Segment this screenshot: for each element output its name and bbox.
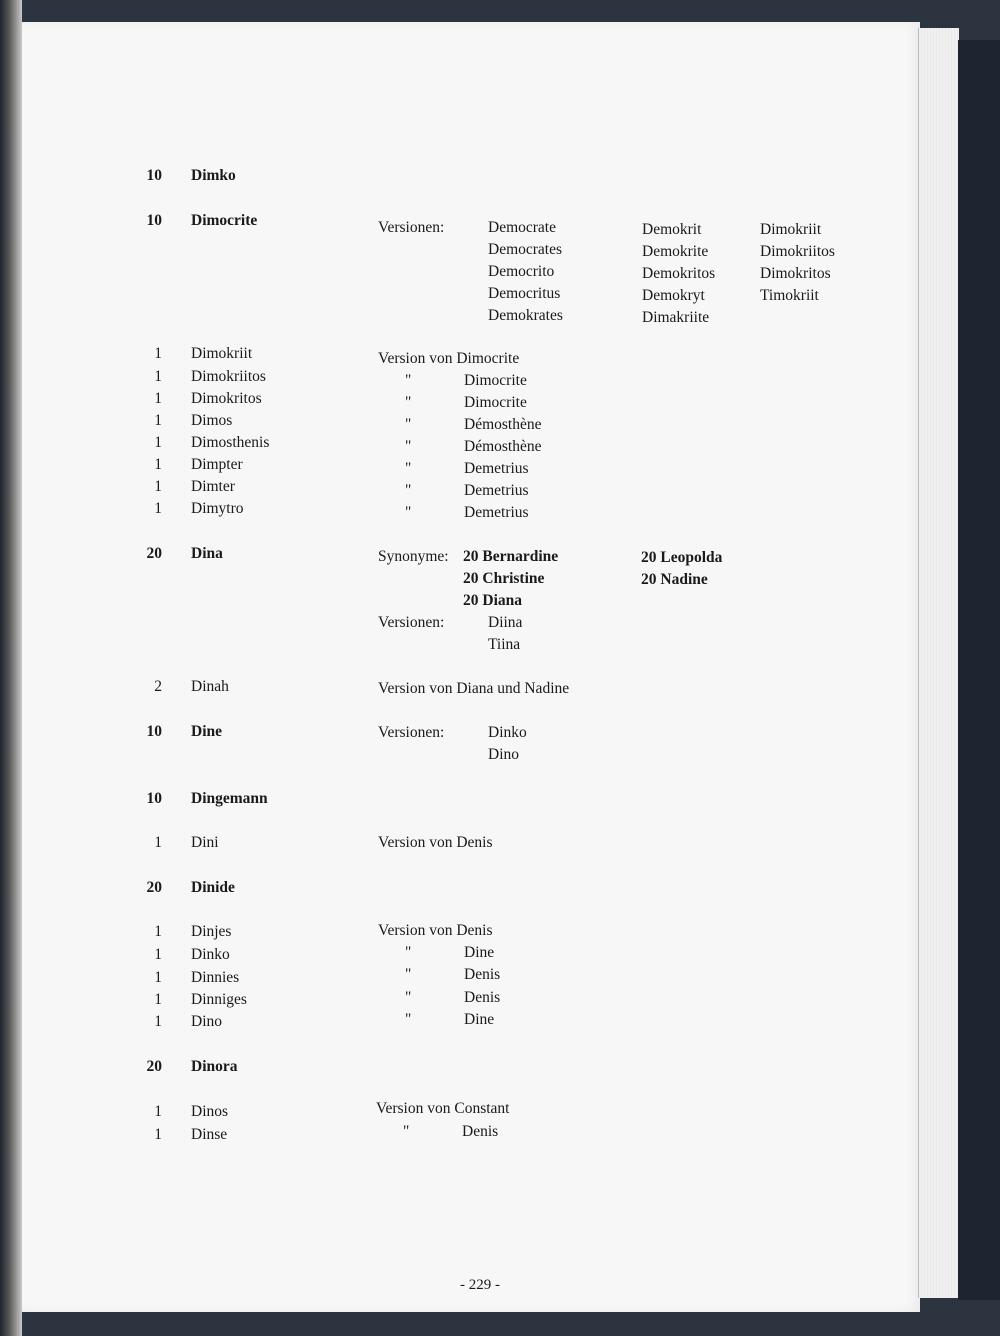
ditto-mark: " xyxy=(405,1011,412,1028)
variant-name: Dinko xyxy=(488,724,527,741)
entry-name: Dinide xyxy=(191,879,235,896)
entry-name: Dinnies xyxy=(191,969,240,986)
entry-label: Versionen: xyxy=(378,614,445,631)
entry-name: Dimosthenis xyxy=(191,434,270,451)
entry-count: 20 xyxy=(146,879,162,896)
entry-reference: Dine xyxy=(464,944,495,961)
synonym-name: 20 Nadine xyxy=(641,571,708,588)
ditto-mark: " xyxy=(405,460,412,477)
entry-count: 20 xyxy=(146,1058,162,1075)
entry-reference: Demetrius xyxy=(464,504,529,521)
entry-count: 1 xyxy=(154,834,162,851)
ditto-mark: " xyxy=(403,1123,410,1140)
entry-count: 1 xyxy=(154,946,162,963)
variant-name: Timokriit xyxy=(760,287,819,304)
entry-count: 1 xyxy=(154,390,162,407)
ditto-mark: " xyxy=(405,504,412,521)
entry-reference: Version von Denis xyxy=(378,834,493,851)
variant-name: Demokritos xyxy=(642,265,716,282)
entry-reference: Dine xyxy=(464,1011,495,1028)
book-cover xyxy=(958,40,1000,1300)
entry-reference: Version von Dimocrite xyxy=(378,350,520,367)
entry-name: Dinjes xyxy=(191,923,232,940)
entry-reference: Demetrius xyxy=(464,482,529,499)
synonym-name: 20 Diana xyxy=(463,592,522,609)
ditto-mark: " xyxy=(405,482,412,499)
entry-name: Dinos xyxy=(191,1103,229,1120)
variant-name: Democrito xyxy=(488,263,555,280)
variant-name: Democrate xyxy=(488,219,556,236)
entry-count: 1 xyxy=(154,500,162,517)
entry-reference: Démosthène xyxy=(464,416,542,433)
entry-reference: Dimocrite xyxy=(464,372,527,389)
ditto-mark: " xyxy=(405,416,412,433)
entry-count: 1 xyxy=(154,923,162,940)
entry-count: 1 xyxy=(154,1126,162,1143)
variant-name: Demokrates xyxy=(488,307,563,324)
ditto-mark: " xyxy=(405,394,412,411)
entry-count: 1 xyxy=(154,478,162,495)
entry-name: Dimko xyxy=(191,167,236,184)
entry-count: 1 xyxy=(154,1013,162,1030)
variant-name: Dimokriit xyxy=(760,221,822,238)
variant-name: Democritus xyxy=(488,285,561,302)
ditto-mark: " xyxy=(405,372,412,389)
entry-count: 1 xyxy=(154,969,162,986)
variant-name: Diina xyxy=(488,614,523,631)
entry-name: Dina xyxy=(191,545,223,562)
entry-label: Synonyme: xyxy=(378,548,449,565)
entry-name: Dimpter xyxy=(191,456,243,473)
entry-name: Dinah xyxy=(191,678,229,695)
entry-name: Dinse xyxy=(191,1126,228,1143)
entry-count: 1 xyxy=(154,456,162,473)
variant-name: Demokrite xyxy=(642,243,709,260)
ditto-mark: " xyxy=(405,944,412,961)
variant-name: Tiina xyxy=(488,636,521,653)
entry-count: 10 xyxy=(146,167,162,184)
entry-count: 1 xyxy=(154,991,162,1008)
entry-reference: Version von Denis xyxy=(378,922,493,939)
entry-name: Dimocrite xyxy=(191,212,258,229)
entry-reference: Version von Diana und Nadine xyxy=(378,680,570,697)
entry-count: 10 xyxy=(146,212,162,229)
entry-name: Dine xyxy=(191,723,222,740)
entry-count: 1 xyxy=(154,434,162,451)
entry-name: Dinniges xyxy=(191,991,247,1008)
variant-name: Democrates xyxy=(488,241,563,258)
entry-name: Dinko xyxy=(191,946,230,963)
entry-count: 1 xyxy=(154,345,162,362)
synonym-name: 20 Christine xyxy=(463,570,545,587)
entry-reference: Denis xyxy=(464,966,501,983)
book-binding xyxy=(0,0,22,1336)
entry-reference: Démosthène xyxy=(464,438,542,455)
variant-name: Dimokritos xyxy=(760,265,831,282)
ditto-mark: " xyxy=(405,438,412,455)
entry-name: Dimokritos xyxy=(191,390,262,407)
entry-count: 1 xyxy=(154,412,162,429)
entry-label: Versionen: xyxy=(378,219,445,236)
entry-count: 1 xyxy=(154,1103,162,1120)
entry-name: Dimos xyxy=(191,412,233,429)
entry-name: Dingemann xyxy=(191,790,268,807)
entry-reference: Denis xyxy=(464,989,501,1006)
entry-name: Dimokriit xyxy=(191,345,253,362)
entry-count: 10 xyxy=(146,723,162,740)
entry-reference: Demetrius xyxy=(464,460,529,477)
synonym-name: 20 Bernardine xyxy=(463,548,559,565)
entry-count: 20 xyxy=(146,545,162,562)
page-number: - 229 - xyxy=(460,1277,500,1293)
variant-name: Dimakriite xyxy=(642,309,710,326)
entry-name: Dini xyxy=(191,834,219,851)
entry-count: 10 xyxy=(146,790,162,807)
entry-reference: Dimocrite xyxy=(464,394,527,411)
entry-name: Dimytro xyxy=(191,500,244,517)
entry-reference: Version von Constant xyxy=(376,1100,510,1117)
entry-name: Dimokriitos xyxy=(191,368,266,385)
entry-label: Versionen: xyxy=(378,724,445,741)
entry-reference: Denis xyxy=(462,1123,499,1140)
page-edges xyxy=(918,28,959,1298)
variant-name: Demokrit xyxy=(642,221,702,238)
variant-name: Demokryt xyxy=(642,287,705,304)
variant-name: Dimokriitos xyxy=(760,243,835,260)
ditto-mark: " xyxy=(405,966,412,983)
entry-name: Dinora xyxy=(191,1058,238,1075)
entry-count: 2 xyxy=(154,678,162,695)
synonym-name: 20 Leopolda xyxy=(641,549,723,566)
entry-count: 1 xyxy=(154,368,162,385)
variant-name: Dino xyxy=(488,746,519,763)
ditto-mark: " xyxy=(405,989,412,1006)
entry-name: Dino xyxy=(191,1013,222,1030)
entry-name: Dimter xyxy=(191,478,235,495)
